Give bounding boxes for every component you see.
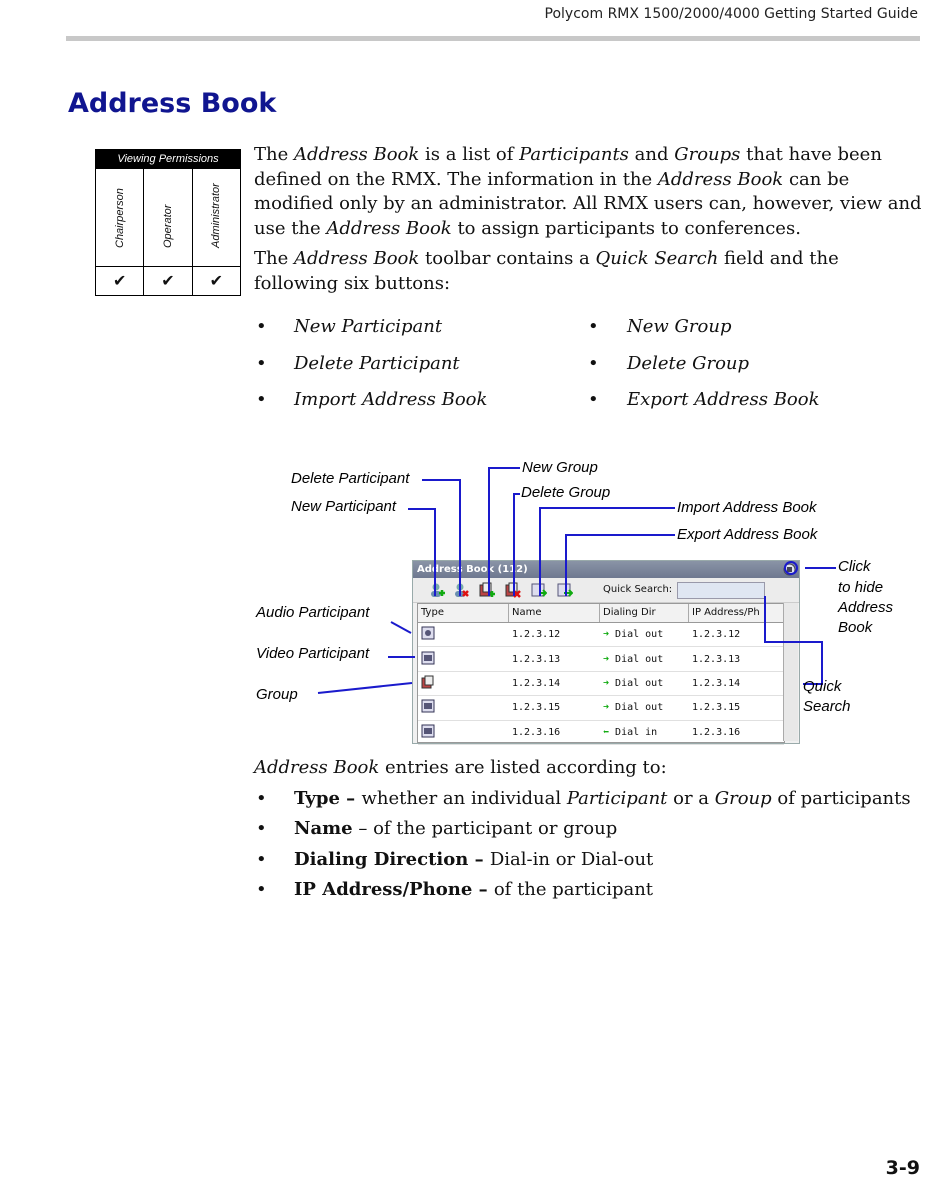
callout-group: Group (256, 686, 298, 703)
cell-ip: 1.2.3.16 (692, 726, 741, 738)
bullet: • (256, 316, 267, 337)
bullet: • (256, 389, 267, 410)
bullet: • (256, 353, 267, 374)
cell-dial-dir: ➜ Dial out (603, 629, 664, 641)
dial-out-icon: ➜ (603, 629, 616, 641)
bullet: • (256, 849, 267, 870)
check-icon: ✔ (209, 271, 224, 290)
cell-name: 1.2.3.12 (512, 629, 561, 641)
intro-paragraph: The Address Book is a list of Participants and Groups that have been defined on the RMX. The information in the Address Book can be modified only by an administrator. All RMX users can, however, view and use the Address Book to assign participants to conferences. (254, 144, 922, 239)
callout-video-participant: Video Participant (256, 645, 370, 662)
page-title: Address Book (68, 88, 277, 119)
cell-name: 1.2.3.16 (512, 726, 561, 738)
page-number: 3-9 (885, 1157, 920, 1179)
role-chairperson: Chairperson (113, 188, 126, 248)
entry-type: Type – whether an individual Participant or a Group of participants (294, 788, 911, 809)
list-item: New Participant (294, 316, 443, 337)
cell-name: 1.2.3.15 (512, 702, 561, 714)
check-icon: ✔ (96, 266, 144, 295)
callout-quick-search: Quick (803, 678, 842, 695)
entry-name: Name – of the participant or group (294, 818, 618, 839)
list-item: Delete Group (627, 353, 750, 374)
cell-dial-dir: ➜ Dial out (603, 702, 664, 714)
callout-new-participant: New Participant (291, 498, 397, 515)
callout-quick-search: Search (803, 698, 851, 715)
callout-import-address-book: Import Address Book (677, 499, 817, 516)
dial-out-icon: ➜ (603, 677, 616, 689)
list-item: Import Address Book (294, 389, 488, 410)
bullet: • (588, 316, 599, 337)
bullet: • (588, 389, 599, 410)
column-dialing-dir[interactable]: Dialing Dir (600, 604, 689, 622)
check-icon: ✔ (144, 266, 192, 295)
cell-dial-dir: ➜ Dial out (603, 677, 664, 689)
bullet: • (588, 353, 599, 374)
cell-dial-dir: ➜ Dial out (603, 653, 664, 665)
column-name[interactable]: Name (509, 604, 600, 622)
cell-name: 1.2.3.13 (512, 653, 561, 665)
entry-ip-address: IP Address/Phone – of the participant (294, 879, 654, 900)
role-administrator: Administrator (210, 183, 223, 248)
cell-name: 1.2.3.14 (512, 677, 561, 689)
column-type[interactable]: Type (418, 604, 509, 622)
cell-ip: 1.2.3.13 (692, 653, 741, 665)
callout-click-hide: Book (838, 619, 873, 636)
quick-search-label: Quick Search: (603, 584, 673, 595)
callout-click-hide: Address (838, 599, 894, 616)
callout-delete-participant: Delete Participant (291, 470, 410, 487)
cell-ip: 1.2.3.12 (692, 629, 741, 641)
dial-out-icon: ➜ (603, 702, 616, 714)
dial-in-icon: ⬅ (603, 726, 616, 738)
role-operator: Operator (161, 204, 174, 248)
permissions-heading: Viewing Permissions (96, 150, 240, 169)
list-item: Export Address Book (627, 389, 820, 410)
callout-audio-participant: Audio Participant (256, 604, 370, 621)
column-ip-address[interactable]: IP Address/Ph (692, 607, 760, 618)
address-book-titlebar: Address Book (112) (413, 561, 799, 578)
cell-ip: 1.2.3.15 (692, 702, 741, 714)
cell-ip: 1.2.3.14 (692, 677, 741, 689)
callout-click-hide: Click (838, 558, 871, 575)
list-item: Delete Participant (294, 353, 460, 374)
bullet: • (256, 818, 267, 839)
callout-delete-group: Delete Group (521, 484, 611, 501)
entries-intro: Address Book entries are listed according to: (254, 757, 667, 778)
running-header: Polycom RMX 1500/2000/4000 Getting Started Guide (544, 6, 918, 22)
callout-new-group: New Group (522, 459, 598, 476)
toolbar-paragraph: The Address Book toolbar contains a Quick Search field and the following six buttons: (254, 248, 839, 294)
bullet: • (256, 788, 267, 809)
entry-dialing-direction: Dialing Direction – Dial-in or Dial-out (294, 849, 654, 870)
list-item: New Group (627, 316, 732, 337)
dial-out-icon: ➜ (603, 653, 616, 665)
callout-click-hide: to hide (838, 579, 884, 596)
bullet: • (256, 879, 267, 900)
callout-export-address-book: Export Address Book (677, 526, 818, 543)
cell-dial-dir: ⬅ Dial in (603, 726, 658, 738)
